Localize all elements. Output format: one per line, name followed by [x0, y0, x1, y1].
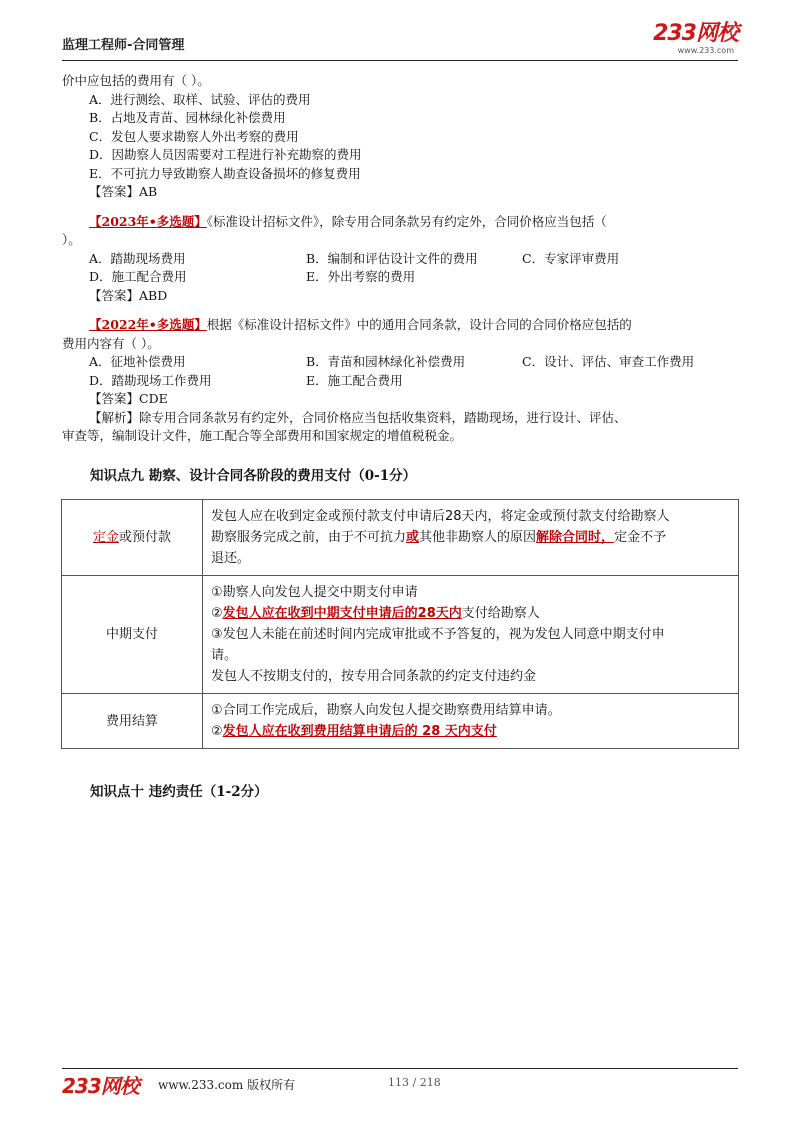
page-footer — [62, 1072, 738, 1096]
answer: 【答案】CDE — [89, 391, 168, 406]
question-stem: 价中应包括的费用有（ ）。 — [62, 73, 210, 88]
option-e: E．不可抗力导致勘察人勘查设备损坏的修复费用 — [89, 165, 361, 181]
row-label — [62, 500, 203, 576]
text-seg: ② — [211, 724, 223, 739]
option-a: A．征地补偿费用 — [89, 354, 186, 369]
question-3 — [62, 316, 738, 446]
option-d: D．踏勘现场工作费用 — [89, 372, 212, 388]
text-seg: 定金不予 — [614, 530, 667, 545]
table-row — [62, 694, 739, 749]
fee-payment-table — [61, 499, 739, 749]
page-header — [62, 22, 738, 58]
logo-url: www.233.com — [677, 46, 734, 55]
highlight-text: 发包人应在收到费用结算申请后的 28 天内支付 — [222, 724, 497, 739]
highlight-text: 解除合同时， — [536, 530, 615, 545]
text-seg: ② — [211, 606, 223, 621]
text-seg: 支付给勘察人 — [461, 606, 540, 621]
question-stem — [62, 213, 738, 232]
page-number: 113 / 218 — [388, 1076, 441, 1089]
label-rest: 或预付款 — [119, 530, 172, 545]
row-content — [203, 576, 739, 694]
content-line: ①合同工作完成后，勘察人向发包人提交勘察费用结算申请。 — [211, 703, 561, 718]
option-e: E．外出考察的费用 — [306, 269, 416, 284]
footer-logo[interactable]: 233网校 — [62, 1074, 139, 1098]
option-row — [62, 372, 738, 391]
text-seg: 其他非勘察人的原因 — [419, 530, 537, 545]
option-c: C．专家评审费用 — [522, 250, 620, 266]
stem-cont: ）。 — [62, 232, 81, 247]
content-line: ③发包人未能在前述时间内完成审批或不予答复的，视为发包人同意中期支付申 — [211, 627, 665, 642]
analysis: 【解析】除专用合同条款另有约定外，合同价格应当包括收集资料，踏勘现场，进行设计、评估、 — [89, 409, 627, 425]
option-b: B．编制和评估设计文件的费用 — [306, 250, 478, 266]
answer: 【答案】AB — [89, 184, 158, 199]
header-divider — [62, 60, 738, 61]
analysis-cont: 审查等，编制设计文件，施工配合等全部费用和国家规定的增值税税金。 — [62, 428, 463, 443]
footer-site[interactable]: www.233.com 版权所有 — [158, 1078, 296, 1092]
content-line: 退还。 — [211, 551, 251, 566]
section-title-kp10: 知识点十 违约责任（1-2分） — [90, 784, 268, 800]
option-c: C．设计、评估、审查工作费用 — [522, 354, 695, 369]
option-b: B．青苗和园林绿化补偿费用 — [306, 354, 466, 369]
highlight-text: 发包人应在收到中期支付申请后的28天内 — [222, 606, 462, 621]
option-c: C．发包人要求勘察人外出考察的费用 — [89, 128, 299, 144]
row-label: 费用结算 — [62, 694, 203, 749]
row-content — [203, 500, 739, 576]
option-row — [62, 250, 738, 269]
option-d: D．施工配合费用 — [89, 269, 187, 284]
content-line — [211, 603, 730, 624]
option-row — [62, 268, 738, 287]
option-d: D．因勘察人员因需要对工程进行补充勘察的费用 — [89, 147, 362, 162]
question-tag: 【2023年•多选题】 — [89, 213, 207, 229]
option-a: A．踏勘现场费用 — [89, 250, 186, 266]
content-line — [211, 527, 730, 548]
question-content — [62, 72, 738, 446]
question-2 — [62, 213, 738, 306]
content-line: 发包人不按期支付的，按专用合同条款的约定支付违约金 — [211, 669, 537, 684]
highlight-text: 或 — [406, 530, 420, 545]
stem-text: 根据《标准设计招标文件》中的通用合同条款，设计合同的合同价格应包括的 — [206, 317, 632, 332]
option-row — [62, 353, 738, 372]
table-row — [62, 500, 739, 576]
logo-text: 233网校 — [653, 21, 738, 46]
footer-divider — [62, 1068, 738, 1069]
stem-cont: 费用内容有（ ）。 — [62, 335, 160, 351]
option-b: B．占地及青苗、园林绿化补偿费用 — [89, 110, 286, 125]
brand-logo[interactable] — [653, 22, 738, 55]
content-line: ①勘察人向发包人提交中期支付申请 — [211, 585, 418, 600]
row-label: 中期支付 — [62, 576, 203, 694]
answer: 【答案】ABD — [89, 287, 168, 303]
stem-text: 《标准设计招标文件》，除专用合同条款另有约定外，合同价格应当包括（ — [206, 213, 607, 229]
option-a: A．进行测绘、取样、试验、评估的费用 — [89, 91, 311, 107]
text-seg: 勘察服务完成之前，由于不可抗力 — [211, 530, 407, 545]
content-line: 发包人应在收到定金或预付款支付申请后28天内，将定金或预付款支付给勘察人 — [211, 509, 670, 524]
table-row — [62, 576, 739, 694]
label-highlight: 定金 — [92, 530, 119, 545]
content-line: 请。 — [211, 648, 238, 663]
content-line — [211, 721, 730, 742]
row-content — [203, 694, 739, 749]
header-title: 监理工程师-合同管理 — [62, 38, 185, 53]
question-stem — [62, 316, 738, 335]
question-tag: 【2022年•多选题】 — [89, 317, 207, 332]
option-e: E．施工配合费用 — [306, 372, 403, 388]
section-title-kp9: 知识点九 勘察、设计合同各阶段的费用支付（0-1分） — [90, 468, 417, 484]
question-1 — [62, 72, 738, 202]
